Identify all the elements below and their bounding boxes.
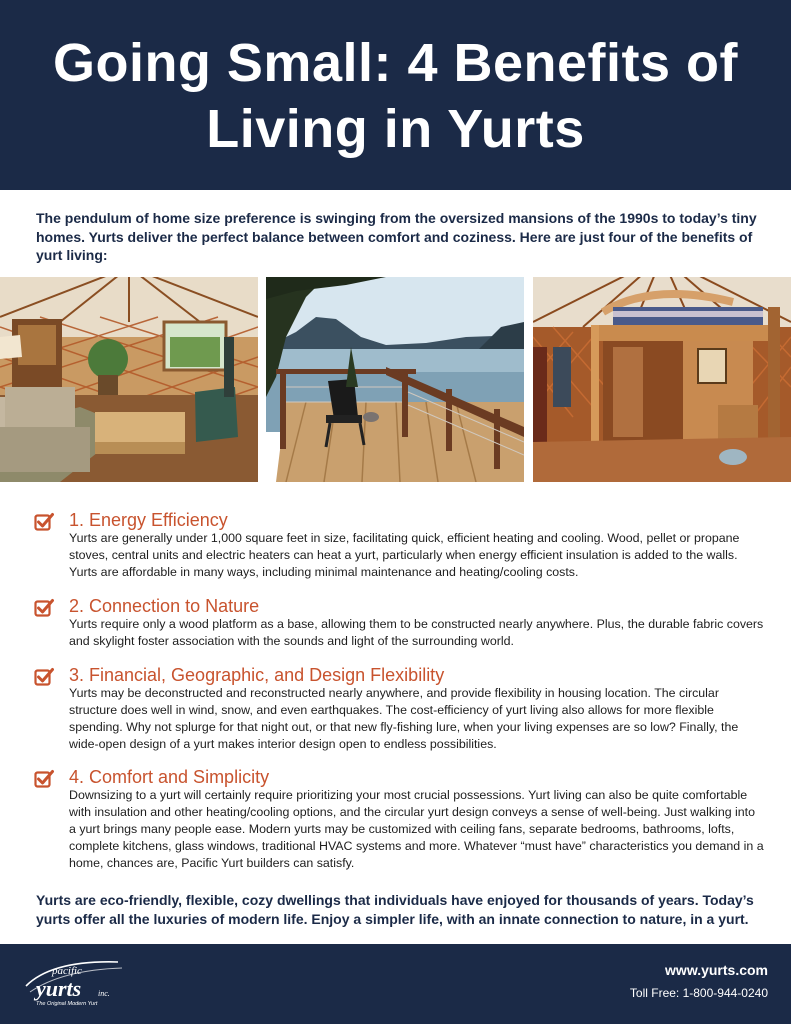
benefit-title: 3. Financial, Geographic, and Design Flexibility bbox=[69, 665, 445, 685]
footer-banner bbox=[0, 944, 791, 1024]
benefit-title: 1. Energy Efficiency bbox=[69, 510, 228, 530]
benefit-body: Yurts are generally under 1,000 square feet in size, facilitating quick, efficient heating and cooling. Wood, pellet or propane stoves, central units and electric heaters can heat a yurt, particularly when energy efficient insulation is added to the walls. Yurts are affordable in many ways, including minimal maintenance and heating/cooling costs. bbox=[69, 531, 740, 579]
logo-pacific-text: pacific bbox=[52, 965, 82, 977]
benefit-body: Yurts require only a wood platform as a base, allowing them to be constructed nearly anywhere. Plus, the durable fabric covers and skylight foster association with the sounds and light of the surrounding world. bbox=[69, 617, 764, 648]
logo-yurts-text: yurts bbox=[36, 976, 82, 1001]
closing-paragraph: Yurts are eco-friendly, flexible, cozy dwellings that individuals have enjoyed for thousands of years. Today’s yurts offer all the luxuries of modern life. Enjoy a simpler life, with an innate connection to nature, in a yurt. bbox=[36, 892, 754, 927]
benefit-body: Yurts may be deconstructed and reconstructed nearly anywhere, and provide flexibility in housing location. The circular structure does well in wind, snow, and even earthquakes. The cost-efficiency of yurt living also allows for more flexible spending. Why not splurge for that night out, or that new fly-fishing lure, when your living expenses are so low? Finally, the wide-open design of a yurt makes interior design open to endless possibilities. bbox=[69, 686, 739, 751]
header-banner bbox=[0, 0, 791, 190]
benefit-item-4 bbox=[34, 767, 764, 872]
checkbox-check-icon bbox=[34, 667, 54, 687]
benefit-item-1 bbox=[34, 510, 764, 581]
website-link[interactable]: www.yurts.com bbox=[665, 962, 768, 978]
yurt-interior-loft-photo bbox=[533, 277, 791, 482]
benefit-body: Downsizing to a yurt will certainly require prioritizing your most crucial possessions. Yurt living can also be quite comfortable with insulation and other heating/cooling options, and the circular yurt design conveys a sense of well-being. Just walking into a yurt brings many people ease. Modern yurts may be customized with ceiling fans, separate bedrooms, bathrooms, lofts, complete kitchens, glass windows, traditional HVAC systems and more. Whatever “must have” characteristics you demand in a home, chances are, Pacific Yurt builders can satisfy. bbox=[69, 788, 764, 870]
checkbox-check-icon bbox=[34, 598, 54, 618]
intro-paragraph: The pendulum of home size preference is swinging from the oversized mansions of the 1990s to today’s tiny homes. Yurts deliver the perfect balance between comfort and coziness. Here are just four of the benefits of yurt living: bbox=[36, 210, 757, 263]
pacific-yurts-logo bbox=[22, 956, 132, 1008]
checkbox-check-icon bbox=[34, 769, 54, 789]
logo-tagline: The Original Modern Yurt bbox=[36, 1001, 98, 1007]
deck-lake-view-photo bbox=[266, 277, 524, 482]
page-title: Going Small: 4 Benefits of Living in Yurts bbox=[52, 33, 739, 159]
photo-strip bbox=[0, 277, 791, 482]
checkbox-check-icon bbox=[34, 512, 54, 532]
benefit-title: 4. Comfort and Simplicity bbox=[69, 767, 270, 787]
benefit-item-2 bbox=[34, 596, 764, 650]
logo-inc-text: inc. bbox=[98, 989, 110, 998]
benefit-title: 2. Connection to Nature bbox=[69, 596, 260, 616]
toll-free-phone: Toll Free: 1-800-944-0240 bbox=[629, 986, 768, 1000]
benefit-item-3 bbox=[34, 665, 764, 753]
yurt-living-room-photo bbox=[0, 277, 258, 482]
